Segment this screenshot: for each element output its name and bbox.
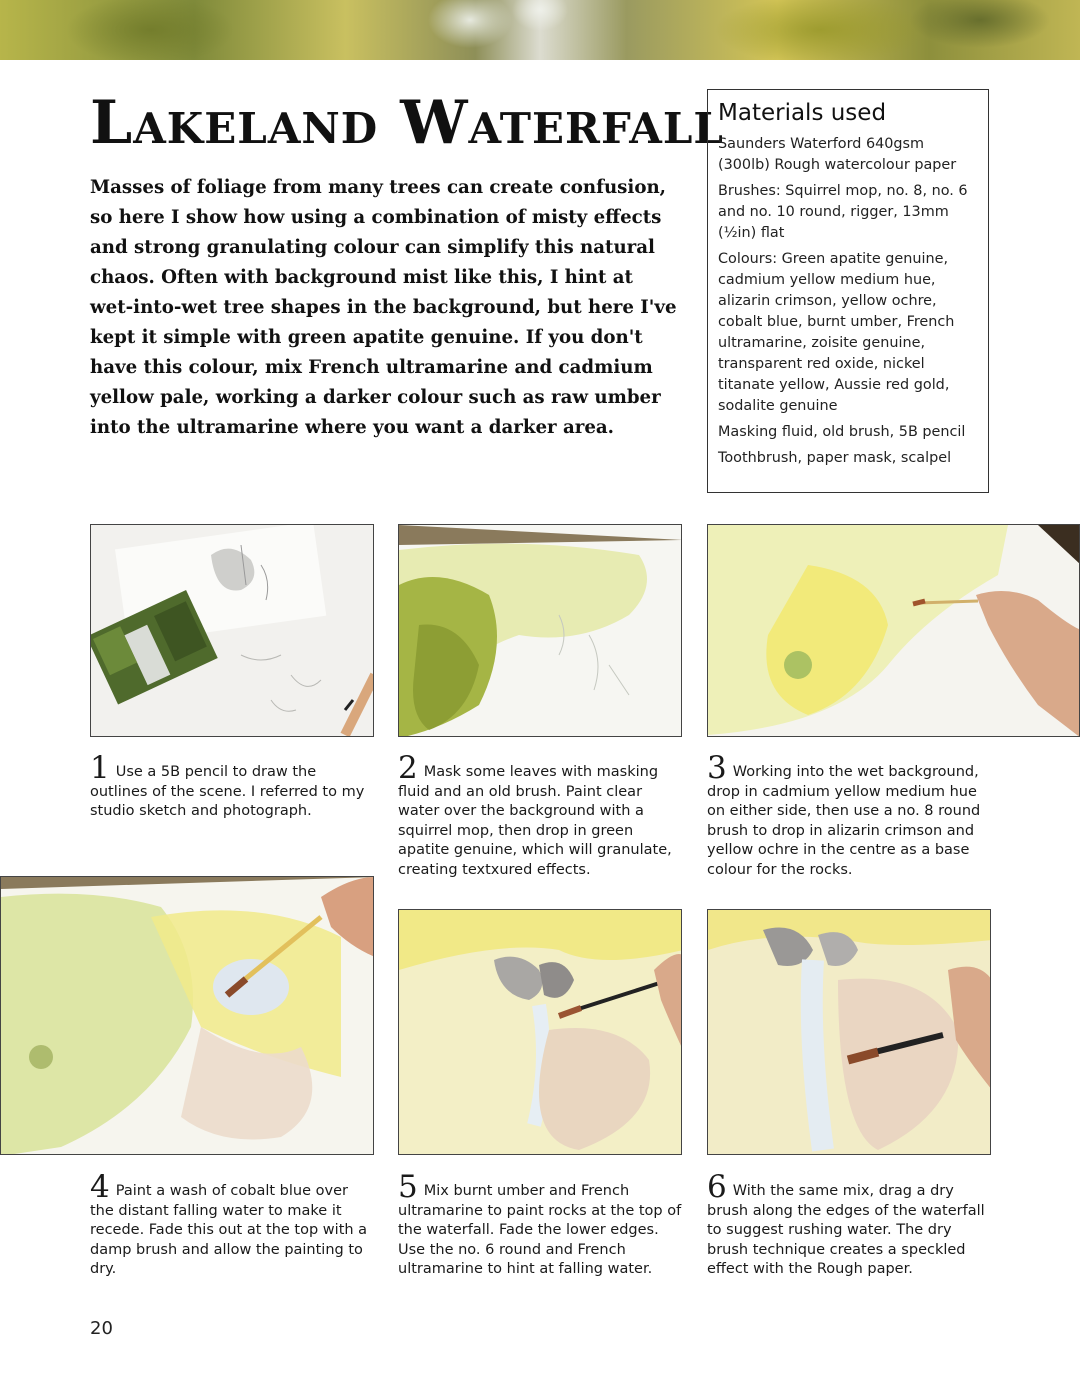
materials-item-tools: Toothbrush, paper mask, scalpel [718, 450, 952, 466]
materials-heading: Materials used [718, 100, 887, 126]
step-4-caption [90, 1169, 370, 1280]
page-title: Lakeland Waterfall [90, 88, 724, 158]
step-3-text: Working into the wet background, drop in cadmium yellow medium hue on either side, then use a no. 8 round brush to drop in alizarin crimson and yellow ochre in the centre as a base colour for the rocks. [707, 764, 981, 878]
step-1-text: Use a 5B pencil to draw the outlines of the scene. I referred to my studio sketch and photograph. [90, 764, 365, 819]
step-4-photo [0, 876, 374, 1155]
step-4-number: 4 [90, 1169, 110, 1205]
intro-paragraph: Masses of foliage from many trees can create confusion, so here I show how using a combination of misty effects and strong granulating colour can simplify this natural chaos. Often with background mist like this, I hint at wet-into-wet tree shapes in the background, but here I've kept it simple with green apatite genuine. If you don't have this colour, mix French ultramarine and cadmium yellow pale, working a darker colour such as raw umber into the ultramarine where you want a darker area. [90, 177, 677, 438]
step-6-photo [707, 909, 991, 1155]
materials-item-colours: Colours: Green apatite genuine, cadmium yellow medium hue, alizarin crimson, yellow ochre, cobalt blue, burnt umber, French ultramarine, zoisite genuine, transparent red oxide, nickel titanate yellow, Aussie red gold, sodalite genuine [718, 251, 955, 414]
step-6-number: 6 [707, 1169, 727, 1205]
step-2-caption [398, 750, 686, 880]
step-3-number: 3 [707, 750, 727, 786]
step-2-photo [398, 524, 682, 737]
step-2-number: 2 [398, 750, 418, 786]
step-1-number: 1 [90, 750, 110, 786]
step-6-text: With the same mix, drag a dry brush along the edges of the waterfall to suggest rushing water. The dry brush technique creates a speckled effect with the Rough paper. [707, 1183, 985, 1277]
step-5-caption [398, 1169, 686, 1280]
header-banner-image [0, 0, 1080, 60]
step-6-caption [707, 1169, 995, 1280]
page-number: 20 [90, 1318, 113, 1339]
materials-item-paper: Saunders Waterford 640gsm (300lb) Rough watercolour paper [718, 136, 957, 173]
step-3-caption [707, 750, 995, 880]
step-5-text: Mix burnt umber and French ultramarine to paint rocks at the top of the waterfall. Fade the lower edges. Use the no. 6 round and French ultramarine to hint at falling water. [398, 1183, 682, 1277]
materials-list [718, 134, 978, 469]
materials-box [707, 89, 989, 493]
step-4-text: Paint a wash of cobalt blue over the distant falling water to make it recede. Fade this out at the top with a damp brush and allow the painting to dry. [90, 1183, 368, 1277]
step-2-text: Mask some leaves with masking fluid and an old brush. Paint clear water over the background with a squirrel mop, then drop in green apatite genuine, which will granulate, creating textxured effects. [398, 764, 672, 878]
step-5-photo [398, 909, 682, 1155]
materials-item-brushes: Brushes: Squirrel mop, no. 8, no. 6 and no. 10 round, rigger, 13mm (½in) flat [718, 183, 968, 241]
step-1-photo [90, 524, 374, 737]
step-5-number: 5 [398, 1169, 418, 1205]
materials-item-masking: Masking fluid, old brush, 5B pencil [718, 424, 966, 440]
step-1-caption [90, 750, 378, 822]
step-3-photo [707, 524, 1080, 737]
